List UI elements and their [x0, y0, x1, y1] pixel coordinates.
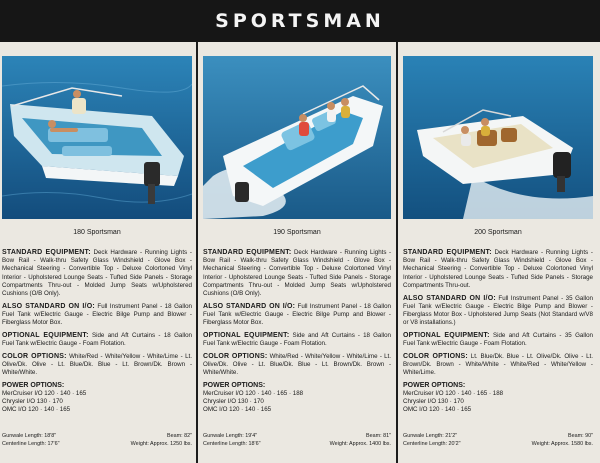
standard-equipment-text: Deck Hardware - Running Lights - Bow Rail - Walk-thru Safety Glass Windshield - Glove Box - Mechanical Steering - Convertible Top - Deluxe Colortoned Vinyl Interior - Upholstered Lounge Seats - Tufted Side Panels - Storage Compartments Thru-out. [403, 249, 593, 289]
power-options-label: POWER OPTIONS: [203, 381, 266, 389]
centerline-length: Centerline Length: 18'6" [203, 440, 261, 447]
power-option: OMC I/O 120 · 140 · 165 [2, 406, 71, 414]
beam: Beam: 81" [366, 433, 391, 439]
model-caption: 190 Sportsman [273, 229, 321, 236]
color-options-text: White/Red - White/Yellow - White/Lime - Lt. Olive/Dk. Olive - Lt. Blue/Dk. Blue - Lt. Brown/Dk. Brown - White/White. [203, 352, 391, 377]
spec-text [203, 249, 391, 419]
color-options-text: Lt. Blue/Dk. Blue - Lt. Olive/Dk. Olive - Lt. Brown/Dk. Brown - White/White - White/Red - White/Yellow - White/Lime. [403, 352, 593, 377]
centerline-length: Centerline Length: 20'2" [403, 440, 461, 447]
power-option: MerCruiser I/O 120 · 140 · 165 · 188 [403, 390, 504, 398]
dimensions [403, 433, 593, 448]
column-divider [396, 42, 398, 463]
spec-text [403, 249, 593, 419]
io-standard-label: ALSO STANDARD ON I/O: [203, 302, 296, 310]
optional-equipment-text: Side and Aft Curtains - 35 Gallon Fuel Tank w/Electric Gauge - Foam Flotation. [403, 331, 593, 348]
power-option: OMC I/O 120 · 140 · 165 [403, 406, 472, 414]
boat-photo-200 [403, 56, 593, 219]
color-options-label: COLOR OPTIONS: [403, 352, 468, 360]
column-divider [196, 42, 198, 463]
color-options-text: White/Red - White/Yellow - White/Lime - Lt. Olive/Dk. Olive - Lt. Blue/Dk. Blue - Lt. Brown/Dk. Brown - White/White. [2, 352, 192, 377]
beam: Beam: 82" [167, 433, 192, 439]
dimensions [2, 433, 192, 448]
optional-equipment-label: OPTIONAL EQUIPMENT: [2, 331, 89, 339]
power-option: Chrysler I/O 130 · 170 [403, 398, 464, 406]
standard-equipment-label: STANDARD EQUIPMENT: [403, 249, 492, 256]
color-options-label: COLOR OPTIONS: [203, 352, 268, 360]
color-options-label: COLOR OPTIONS: [2, 352, 67, 360]
optional-equipment-text: Side and Aft Curtains - 18 Gallon Fuel Tank w/Electric Gauge - Foam Flotation. [2, 331, 192, 348]
column-190-sportsman [203, 42, 391, 463]
spec-text [2, 249, 192, 419]
page-header [0, 0, 600, 42]
optional-equipment-text: Side and Aft Curtains - 18 Gallon Fuel Tank w/Electric Gauge - Foam Flotation. [203, 331, 391, 348]
gunwale-length: Gunwale Length: 18'8" [2, 433, 57, 439]
gunwale-length: Gunwale Length: 21'2" [403, 433, 458, 439]
optional-equipment-label: OPTIONAL EQUIPMENT: [203, 331, 290, 339]
weight: Weight: Approx. 1580 lbs. [531, 440, 593, 447]
power-option: MerCruiser I/O 120 · 140 · 165 [2, 390, 87, 398]
dimensions [203, 433, 391, 448]
weight: Weight: Approx. 1400 lbs. [329, 440, 391, 447]
column-200-sportsman [403, 42, 593, 463]
io-standard-label: ALSO STANDARD ON I/O: [2, 302, 95, 310]
power-option: Chrysler I/O 130 · 170 [2, 398, 63, 406]
standard-equipment-label: STANDARD EQUIPMENT: [203, 249, 292, 256]
column-180-sportsman [2, 42, 192, 463]
standard-equipment-text: Deck Hardware - Running Lights - Bow Rail - Walk-thru Safety Glass Windshield - Glove Box - Mechanical Steering - Convertible Top - Deluxe Colortoned Vinyl Interior - Upholstered Lounge Seats - Tufted Side Panels - Storage Compartments Thru-out - Molded Jump Seats w/Upholstered Cushions (O/B Only). [203, 249, 391, 298]
optional-equipment-label: OPTIONAL EQUIPMENT: [403, 331, 490, 339]
centerline-length: Centerline Length: 17'6" [2, 440, 60, 447]
io-standard-label: ALSO STANDARD ON I/O: [403, 294, 496, 302]
page-title: SPORTSMAN [215, 10, 385, 32]
boat-photo-190 [203, 56, 391, 219]
io-standard-text: Full Instrument Panel - 35 Gallon Fuel Tank w/Electric Gauge - Electric Bilge Pump and Blower - Fiberglass Motor Box - Upholstered Jump Seats (Not Standard w/V8 or V8 installations.) [403, 294, 593, 327]
standard-equipment-label: STANDARD EQUIPMENT: [2, 249, 91, 256]
power-option: OMC I/O 120 · 140 · 165 [203, 406, 272, 414]
model-caption: 180 Sportsman [73, 229, 121, 236]
weight: Weight: Approx. 1250 lbs. [130, 440, 192, 447]
io-standard-text: Full Instrument Panel - 18 Gallon Fuel Tank w/Electric Gauge - Electric Bilge Pump and Blower - Fiberglass Motor Box. [2, 302, 192, 327]
power-options-label: POWER OPTIONS: [403, 381, 466, 389]
standard-equipment-text: Deck Hardware - Running Lights - Bow Rail - Walk-thru Safety Glass Windshield - Glove Box - Mechanical Steering - Convertible Top - Deluxe Colortoned Vinyl Interior - Upholstered Lounge Seats - Tufted Side Panels - Storage Compartments Thru-out - Molded Jump Seats w/Upholstered Cushions (O/B Only). [2, 249, 192, 298]
power-option: Chrysler I/O 130 · 170 [203, 398, 264, 406]
power-option: MerCruiser I/O 120 · 140 · 165 · 188 [203, 390, 304, 398]
io-standard-text: Full Instrument Panel - 18 Gallon Fuel Tank w/Electric Gauge - Electric Bilge Pump and Blower - Fiberglass Motor Box. [203, 302, 391, 327]
beam: Beam: 90" [568, 433, 593, 439]
boat-photo-180 [2, 56, 192, 219]
gunwale-length: Gunwale Length: 19'4" [203, 433, 258, 439]
power-options-label: POWER OPTIONS: [2, 381, 65, 389]
model-caption: 200 Sportsman [474, 229, 522, 236]
